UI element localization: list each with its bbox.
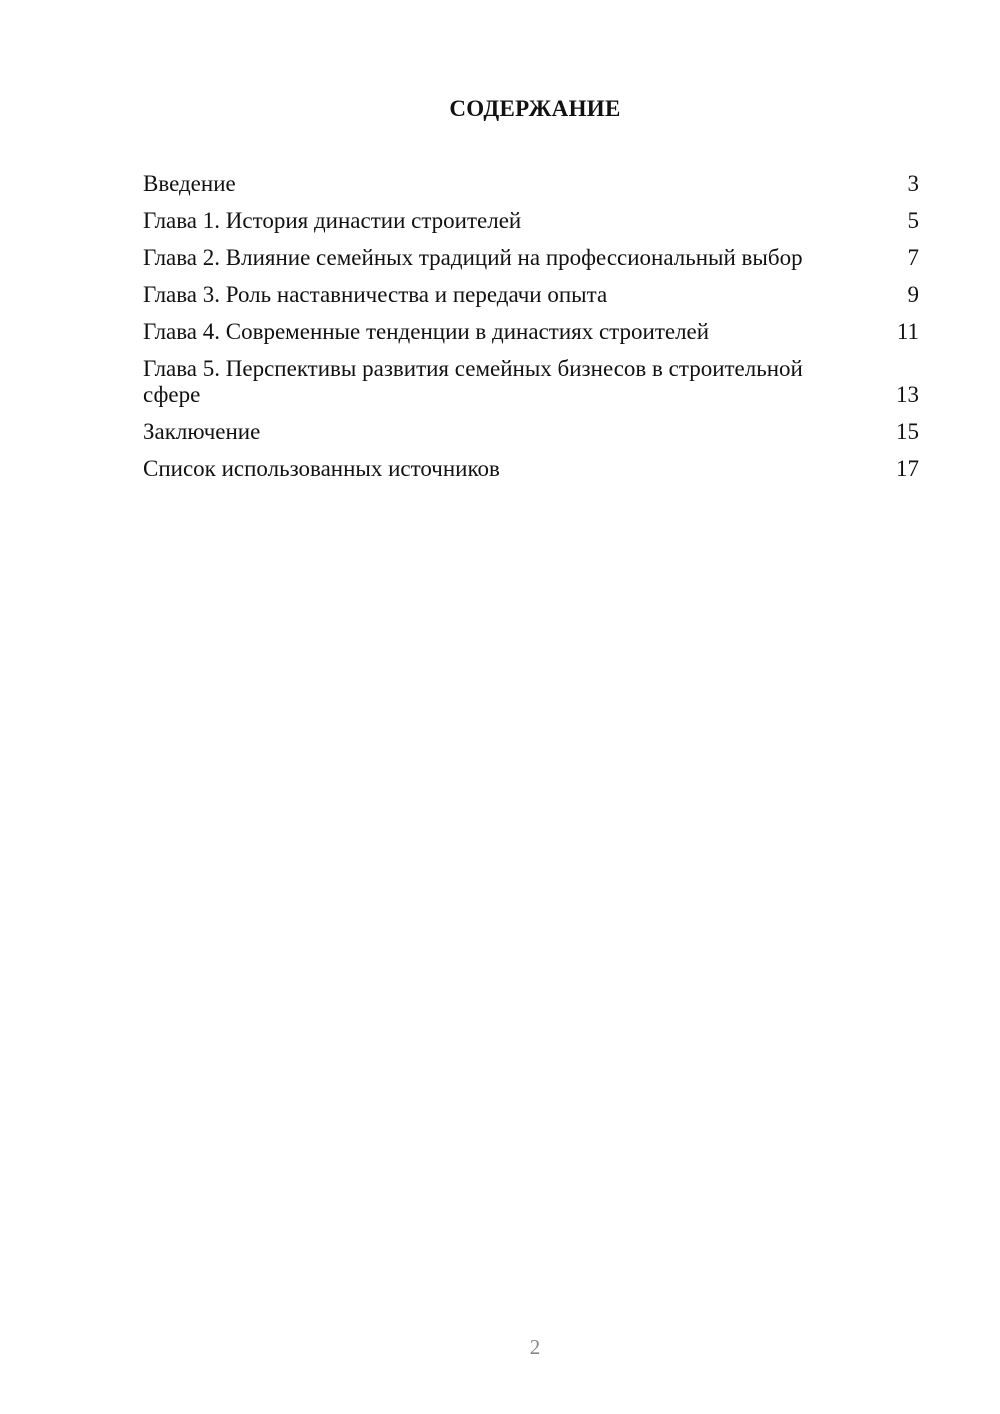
toc-entry-text: Глава 5. Перспективы развития семейных бизнесов в строительной сфере (143, 356, 803, 407)
toc-entry-page: 7 (907, 245, 919, 270)
table-of-contents (143, 171, 919, 493)
toc-title: СОДЕРЖАНИЕ (449, 96, 621, 121)
toc-entry-conclusion[interactable] (143, 419, 919, 445)
toc-entry-chapter-3[interactable] (143, 282, 919, 308)
toc-entry-page: 11 (896, 319, 919, 344)
page-number: 2 (529, 1335, 541, 1359)
toc-entry-text: Список использованных источников (143, 456, 500, 481)
toc-entry-page: 3 (907, 171, 919, 196)
toc-entry-text: Заключение (143, 419, 261, 444)
toc-entry-text: Введение (143, 171, 236, 196)
toc-entry-references[interactable] (143, 456, 919, 482)
toc-entry-chapter-5[interactable] (143, 356, 919, 408)
toc-entry-page: 5 (907, 208, 919, 233)
toc-entry-chapter-4[interactable] (143, 319, 919, 345)
toc-entry-page: 15 (896, 419, 919, 444)
toc-entry-introduction[interactable] (143, 171, 919, 197)
toc-entry-text: Глава 2. Влияние семейных традиций на профессиональный выбор (143, 245, 803, 270)
toc-entry-page: 9 (907, 282, 919, 307)
toc-entry-page: 17 (896, 456, 919, 481)
toc-entry-text: Глава 3. Роль наставничества и передачи опыта (143, 282, 608, 307)
toc-entry-text: Глава 1. История династии строителей (143, 208, 522, 233)
toc-entry-chapter-2[interactable] (143, 245, 919, 271)
toc-entry-text: Глава 4. Современные тенденции в династиях строителей (143, 319, 710, 344)
toc-entry-page: 13 (896, 382, 919, 407)
toc-entry-chapter-1[interactable] (143, 208, 919, 234)
